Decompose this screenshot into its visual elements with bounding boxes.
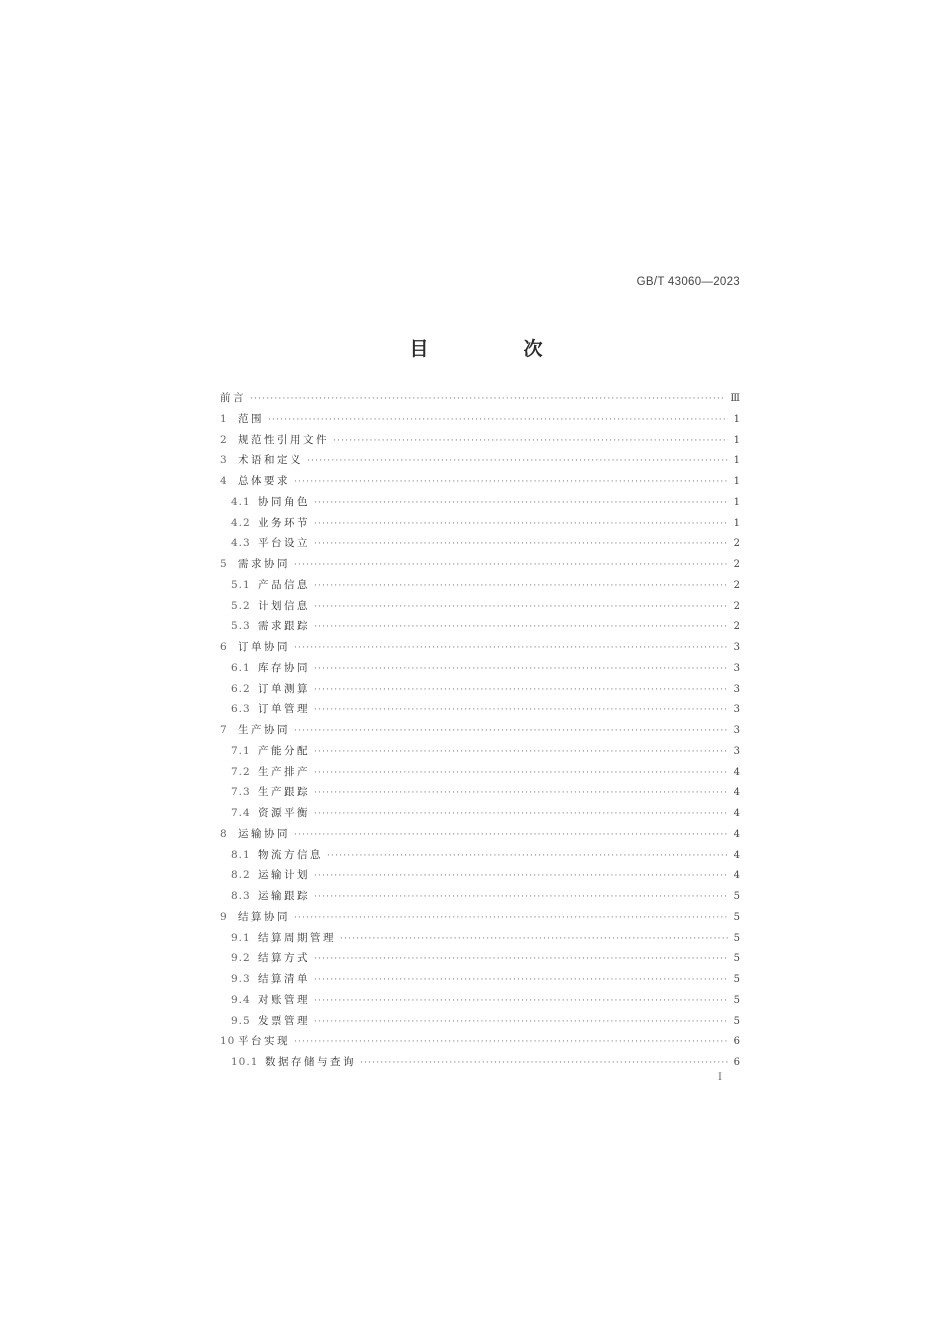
toc-entry-title: 订单协同 [238,641,290,653]
toc-entry-page: 5 [733,953,740,965]
toc-entry-title: 结算清单 [258,973,310,985]
toc-entry-number: 1 [220,412,228,425]
toc-entry-number: 9.5 [231,1014,251,1027]
toc-entry[interactable] [220,782,740,803]
toc-entry[interactable] [220,720,740,741]
toc-entry-number: 6.2 [231,682,251,695]
toc-entry-page: 2 [733,538,740,550]
toc-entry-number: 4 [220,475,228,487]
toc-entry-number: 6.1 [231,661,251,674]
toc-entry-number: 7.3 [231,786,251,799]
toc-leader-dots [294,555,728,576]
toc-entry-page: 5 [733,1015,740,1027]
toc-leader-dots [314,514,728,535]
toc-entry[interactable] [220,575,740,596]
toc-leader-dots [314,783,728,804]
toc-entry-page: 6 [733,1057,740,1068]
toc-entry-title: 产品信息 [258,578,310,591]
toc-entry-number: 4.1 [231,495,251,508]
toc-leader-dots [268,410,728,431]
toc-entry-number: 6.3 [231,703,251,716]
toc-entry-number: 7.2 [231,765,251,778]
toc-entry-title: 结算方式 [258,952,310,965]
toc-entry-page: 4 [733,808,740,819]
toc-leader-dots [333,431,728,452]
toc-entry-page: 2 [733,600,740,612]
toc-entry[interactable] [220,616,740,637]
toc-entry-title: 结算协同 [238,910,290,923]
toc-entry-page: 5 [733,891,740,902]
toc-leader-dots [294,638,728,659]
toc-leader-dots [314,1012,728,1033]
toc-leader-dots [360,1053,728,1074]
toc-leader-dots [314,991,728,1012]
toc-entry-title: 运输协同 [238,827,290,840]
toc-entry[interactable] [220,907,740,928]
toc-entry-number: 9.2 [231,952,251,965]
toc-entry-number: 8.3 [231,890,251,902]
toc-leader-dots [307,451,728,472]
toc-leader-dots [340,929,728,950]
toc-entry-number: 7.4 [231,807,251,819]
toc-leader-dots [314,617,728,638]
toc-entry-title: 平台实现 [238,1035,290,1048]
toc-entry[interactable] [220,886,740,907]
toc-entry-title: 运输跟踪 [258,890,310,902]
toc-entry[interactable] [220,513,740,534]
toc-entry-number: 5.3 [231,620,251,633]
toc-entry[interactable] [220,1011,740,1032]
toc-entry-number: 7.1 [231,744,251,757]
toc-leader-dots [314,742,728,763]
toc-entry-page: 4 [733,828,740,840]
toc-entry-number: 4.3 [231,537,251,550]
toc-entry-page: 3 [733,745,740,757]
toc-entry-title: 平台设立 [258,537,310,550]
toc-leader-dots [314,866,728,887]
toc-entry-page: 5 [733,911,740,923]
toc-leader-dots [314,493,728,514]
toc-entry-page: 3 [733,683,740,695]
toc-entry-title: 需求协同 [238,558,290,570]
toc-entry-title: 资源平衡 [258,807,310,819]
toc-entry-number: 9 [220,910,228,923]
toc-leader-dots [314,887,728,908]
toc-entry[interactable] [220,990,740,1011]
toc-entry-title: 发票管理 [258,1014,310,1027]
toc-entry-page: 1 [733,476,740,487]
toc-entry-title: 总体要求 [238,475,290,487]
toc-entry[interactable] [220,845,740,866]
toc-entry-page: 2 [733,559,740,570]
toc-entry[interactable] [220,492,740,513]
toc-entry[interactable] [220,1052,740,1073]
page-title: 目 次 [409,338,581,360]
toc-leader-dots [294,908,728,929]
toc-entry-title: 结算周期管理 [258,931,336,944]
toc-leader-dots [327,846,728,867]
toc-entry-title: 生产排产 [258,765,310,778]
toc-entry-number: 4.2 [231,516,251,529]
toc-entry-page: 4 [733,870,740,882]
toc-entry[interactable] [220,658,740,679]
toc-entry-number: 10 [220,1035,236,1048]
toc-entry-number: 5.1 [231,578,251,591]
toc-entry[interactable] [220,471,740,492]
toc-entry[interactable] [220,948,740,969]
toc-entry[interactable] [220,388,740,409]
toc-entry-number: 7 [220,724,228,736]
toc-entry[interactable] [220,596,740,617]
toc-entry-number: 8 [220,827,228,840]
toc-entry-number: 8.2 [231,869,251,882]
toc-entry-page: 1 [733,517,740,529]
toc-entry-page: 1 [733,413,740,425]
toc-entry-title: 生产协同 [238,724,290,736]
toc-entry[interactable] [220,554,740,575]
toc-entry[interactable] [220,533,740,554]
toc-entry-page: 2 [733,579,740,591]
toc-entry-title: 订单测算 [258,682,310,695]
toc-entry-title: 业务环节 [258,516,310,529]
toc-entry-number: 5 [220,558,228,570]
toc-entry-page: 3 [733,662,740,674]
toc-entry[interactable] [220,679,740,700]
toc-entry[interactable] [220,865,740,886]
toc-entry-title: 物流方信息 [258,848,323,861]
toc-entry-page: 5 [733,974,740,985]
toc-entry[interactable] [220,637,740,658]
toc-leader-dots [314,763,728,784]
toc-leader-dots [314,949,728,970]
toc-leader-dots [294,1032,728,1053]
page-number: Ⅰ [718,1072,722,1083]
toc-entry-number: 5.2 [231,599,251,612]
toc-entry[interactable] [220,409,740,430]
toc-entry-title: 运输计划 [258,869,310,882]
toc-entry-page: 6 [733,1036,740,1048]
toc-leader-dots [294,825,728,846]
toc-entry-title: 规范性引用文件 [238,433,329,446]
toc-entry[interactable] [220,1031,740,1052]
toc-leader-dots [314,534,728,555]
toc-entry-page: 5 [733,994,740,1006]
toc-entry-title: 前言 [220,392,246,404]
toc-entry-page: 4 [733,766,740,778]
toc-entry-number: 2 [220,433,228,446]
toc-leader-dots [314,659,728,680]
toc-entry-page: 1 [733,434,740,446]
toc-entry[interactable] [220,762,740,783]
toc-leader-dots [294,472,728,493]
toc-entry-title: 生产跟踪 [258,786,310,799]
toc-entry-page: 3 [733,642,740,653]
toc-entry-title: 对账管理 [258,993,310,1006]
toc-entry[interactable] [220,803,740,824]
toc-entry[interactable] [220,969,740,990]
toc-entry-title: 产能分配 [258,744,310,757]
toc-entry[interactable] [220,741,740,762]
toc-entry-number: 9.4 [231,993,251,1006]
toc-leader-dots [314,804,728,825]
toc-entry-page: Ⅲ [730,393,740,404]
toc-entry-number: 3 [220,454,228,467]
toc-entry-title: 订单管理 [258,703,310,716]
toc-entry-page: 4 [733,787,740,799]
toc-entry-number: 8.1 [231,848,251,861]
toc-entry[interactable] [220,824,740,845]
toc-leader-dots [314,576,728,597]
toc-entry-title: 数据存储与查询 [265,1056,356,1068]
toc-entry-page: 3 [733,725,740,736]
toc-leader-dots [294,721,728,742]
toc-entry-title: 需求跟踪 [258,620,310,633]
toc-entry[interactable] [220,699,740,720]
toc-entry-number: 10.1 [231,1056,259,1068]
toc-entry-page: 1 [733,496,740,508]
toc-entry-number: 9.3 [231,973,251,985]
toc-entry-number: 6 [220,641,228,653]
toc-entry-title: 范围 [238,412,264,425]
toc-entry[interactable] [220,450,740,471]
toc-entry-page: 4 [733,849,740,861]
toc-leader-dots [314,597,728,618]
toc-entry-number: 9.1 [231,931,251,944]
toc-entry-page: 2 [733,621,740,633]
toc-entry[interactable] [220,928,740,949]
toc-entry-title: 库存协同 [258,661,310,674]
toc-leader-dots [314,680,728,701]
toc-entry-page: 3 [733,704,740,716]
toc-entry-title: 术语和定义 [238,454,303,467]
standard-code: GB/T 43060—2023 [636,276,740,288]
toc-leader-dots [314,970,728,991]
toc-entry[interactable] [220,430,740,451]
toc-entry-page: 1 [733,455,740,467]
toc-entry-title: 计划信息 [258,599,310,612]
toc-leader-dots [314,700,728,721]
toc-entry-page: 5 [733,932,740,944]
toc-entry-title: 协同角色 [258,495,310,508]
table-of-contents [220,388,740,1073]
toc-leader-dots [250,389,726,410]
